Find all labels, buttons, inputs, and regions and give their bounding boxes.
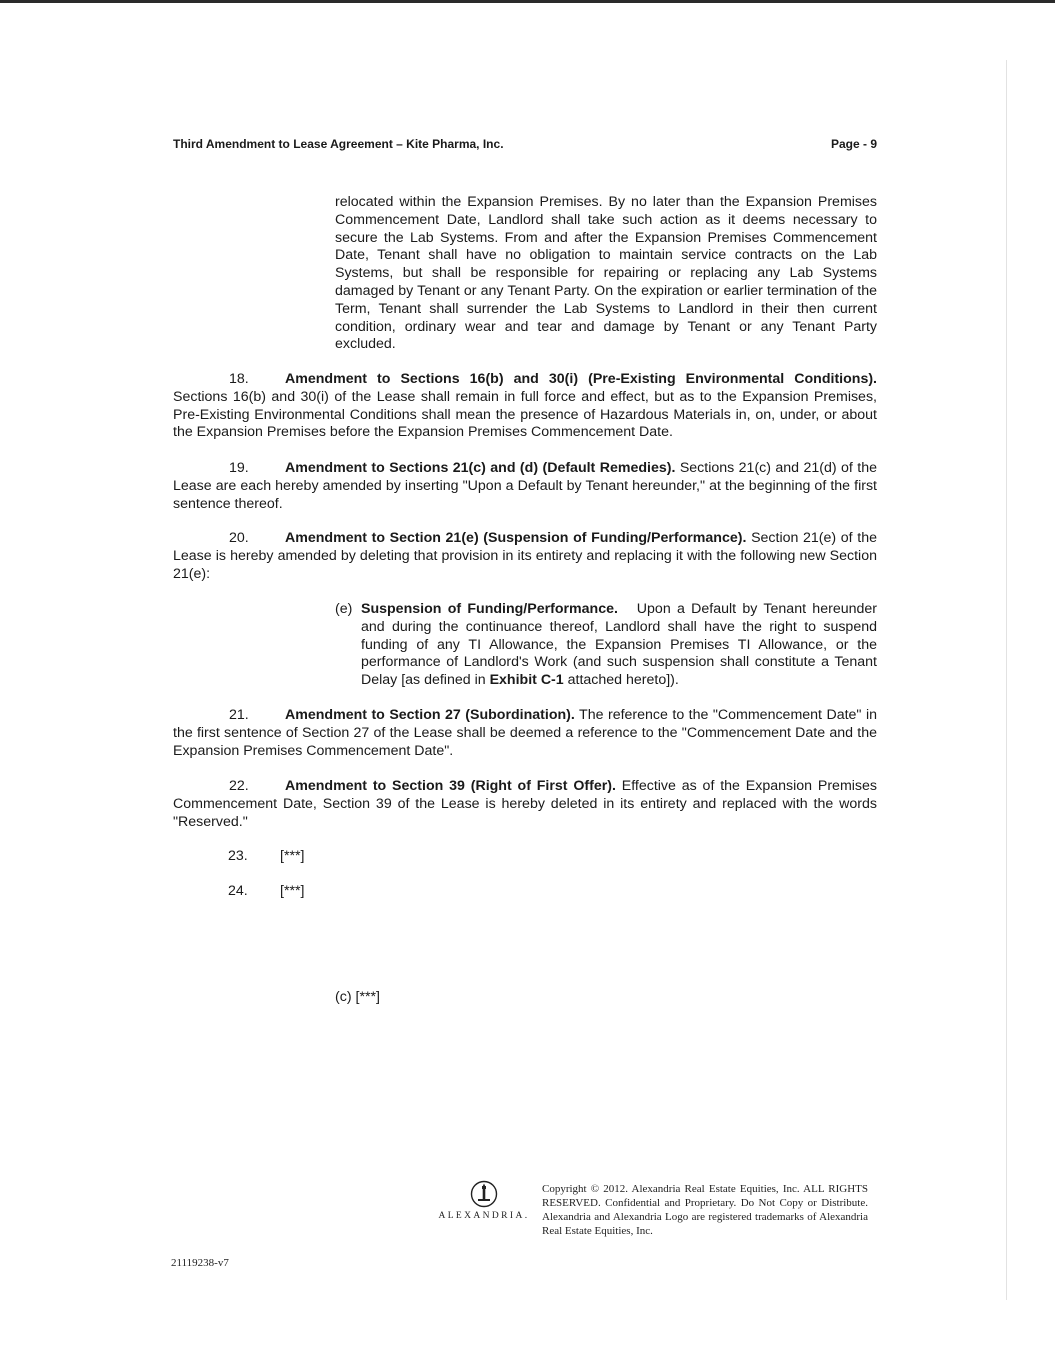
- copyright-notice: Copyright © 2012. Alexandria Real Estate Equities, Inc. ALL RIGHTS RESERVED. Confidential and Proprietary. Do Not Copy or Distribute. Alexandria and Alexandria Logo are registered trademarks of Alexandria Real Estate Equities, Inc.: [542, 1183, 868, 1237]
- section-18: [173, 371, 877, 442]
- section-number: 22.: [229, 778, 249, 794]
- section-text: Sections 21(c) and 21(d) of the Lease are each hereby amended by inserting "Upon a Default by Tenant hereunder," at the beginning of the first sentence thereof.: [173, 460, 878, 512]
- section-heading: Amendment to Section 39 (Right of First Offer).: [285, 778, 616, 794]
- redacted-text: [***]: [280, 883, 305, 899]
- section-22: [173, 778, 877, 831]
- section-text: The reference to the "Commencement Date" in the first sentence of Section 27 of the Lease shall be deemed a reference to the "Commencement Date and the Expansion Premises Commencement Date".: [173, 707, 877, 759]
- section-heading: Amendment to Sections 16(b) and 30(i) (Pre-Existing Environmental Conditions).: [285, 371, 877, 387]
- section-heading: Amendment to Section 27 (Subordination).: [285, 707, 575, 723]
- section-text: Effective as of the Expansion Premises Commencement Date, Section 39 of the Lease is hereby deleted in its entirety and replaced with the words "Reserved.": [173, 778, 877, 830]
- alexandria-logo-icon: [470, 1180, 498, 1208]
- alexandria-logo: [436, 1180, 532, 1221]
- section-number: 19.: [229, 460, 249, 476]
- section-text: Sections 16(b) and 30(i) of the Lease shall remain in full force and effect, but as to the Expansion Premises, Pre-Existing Environmental Conditions shall mean the presence of Hazardous Materials in, on, under, or about the Expansion Premises before the Expansion Premises Commencement Date.: [173, 388, 877, 441]
- redacted-subsection-c: [335, 989, 380, 1005]
- subsection-label: (c): [335, 989, 352, 1005]
- subsection-e: [335, 601, 877, 690]
- page-number: Page - 9: [830, 137, 877, 151]
- section-21: [173, 707, 877, 760]
- logo-wordmark: ALEXANDRIA.: [438, 1211, 530, 1221]
- subsection-text-end: attached hereto]).: [567, 672, 679, 689]
- redacted-text: [***]: [355, 989, 380, 1005]
- continuation-paragraph: relocated within the Expansion Premises. By no later than the Expansion Premises Commencement Date, Landlord shall take such action as it deems necessary to secure the Lab Systems. From and after the Expansion Premises Commencement Date, Tenant shall have no obligation to maintain service contracts on the Lab Systems, but shall be responsible for repairing or replacing any Lab Systems damaged by Tenant or any Tenant Party. On the expiration or earlier termination of the Term, Tenant shall surrender the Lab Systems to Landlord in their then current condition, ordinary wear and tear and damage by Tenant or any Tenant Party excluded.: [335, 194, 877, 353]
- document-id: 21119238-v7: [171, 1257, 229, 1269]
- section-23: [228, 848, 304, 864]
- subsection-text: Upon a Default by Tenant hereunder and during the continuance thereof, Landlord shall have the right to suspend funding of any TI Allowance, the Expansion Premises TI Allowance, or the performance of Landlord's Work (and such suspension shall constitute a Tenant Delay [as defined in: [361, 601, 877, 689]
- section-number: 24.: [228, 883, 248, 899]
- document-title: Third Amendment to Lease Agreement – Kite Pharma, Inc.: [173, 137, 504, 151]
- section-20: [173, 530, 877, 583]
- subsection-label: (e): [335, 601, 353, 617]
- section-text: Section 21(e) of the Lease is hereby amended by deleting that provision in its entirety and replacing it with the following new Section 21(e):: [173, 530, 877, 582]
- section-number: 20.: [229, 530, 249, 546]
- redacted-text: [***]: [280, 848, 305, 864]
- section-heading: Amendment to Section 21(e) (Suspension of Funding/Performance).: [285, 530, 747, 546]
- section-number: 23.: [228, 848, 248, 864]
- section-19: [173, 460, 877, 513]
- section-number: 18.: [229, 371, 249, 387]
- section-24: [228, 883, 304, 899]
- subsection-heading: Suspension of Funding/Performance.: [361, 601, 618, 617]
- section-number: 21.: [229, 707, 249, 723]
- exhibit-reference: Exhibit C-1: [489, 672, 564, 689]
- scan-top-border: [0, 0, 1055, 3]
- section-heading: Amendment to Sections 21(c) and (d) (Default Remedies).: [285, 460, 676, 476]
- scan-artifact-line: [1006, 60, 1007, 1300]
